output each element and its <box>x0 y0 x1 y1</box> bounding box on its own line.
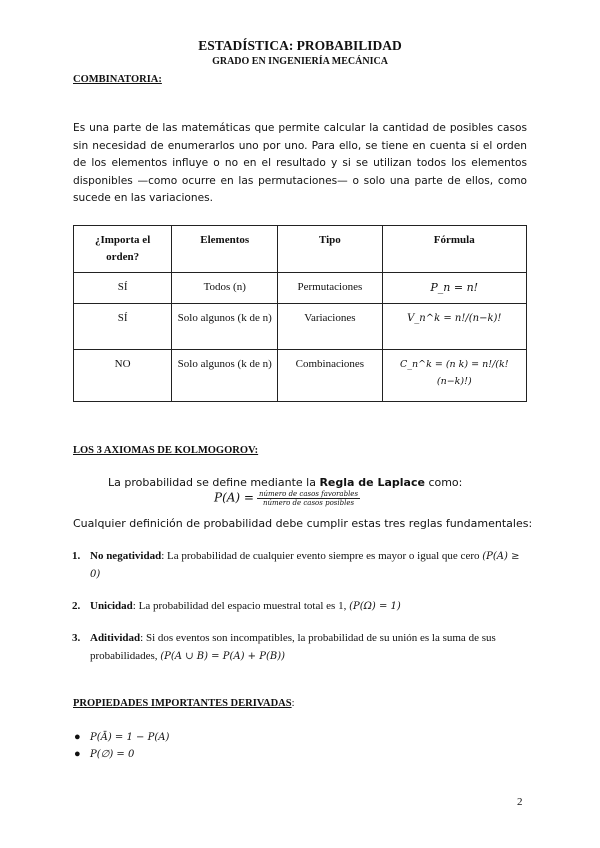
formula-text: V_n^k = n!/(n−k)! <box>407 313 502 324</box>
table-cell: Permutaciones <box>278 273 382 304</box>
bullet-icon: ● <box>74 748 81 760</box>
table-cell: Variaciones <box>278 304 382 350</box>
laplace-intro-text: La probabilidad se define mediante la <box>108 476 316 489</box>
table-header-row <box>74 226 527 273</box>
table-row <box>74 304 527 350</box>
axiom-name: No negatividad <box>90 550 162 562</box>
laplace-intro <box>108 476 462 489</box>
bullet-icon: ● <box>74 731 81 743</box>
propiedades-heading-text: PROPIEDADES IMPORTANTES DERIVADAS <box>73 698 292 709</box>
formula-combinaciones <box>382 350 526 402</box>
laplace-numerator: número de casos favorables <box>258 490 359 498</box>
section-heading-combinatoria: COMBINATORIA: <box>73 74 162 85</box>
axiom-number: 3. <box>72 632 81 644</box>
table-row <box>74 273 527 304</box>
property-text: P(∅) = 0 <box>90 749 135 760</box>
laplace-lhs: P(A) = <box>214 490 254 505</box>
axiom-text: : Si dos eventos son incompatibles, la probabilidad de su unión es la suma de sus probabilidades, <box>90 632 496 662</box>
laplace-formula <box>214 490 360 507</box>
axiom-number: 1. <box>72 550 81 562</box>
table-cell: Combinaciones <box>278 350 382 402</box>
axiom-number: 2. <box>72 600 81 612</box>
laplace-fraction <box>257 490 360 507</box>
axiom-text: : La probabilidad de cualquier evento siempre es mayor o igual que cero <box>161 550 483 562</box>
table-header: ¿Importa el orden? <box>74 226 172 273</box>
axiom-item <box>72 548 527 583</box>
list-item <box>74 731 170 743</box>
laplace-rule-name: Regla de Laplace <box>319 476 425 489</box>
propiedades-heading-colon: : <box>291 698 295 709</box>
table-cell: Todos (n) <box>172 273 278 304</box>
page-title: ESTADÍSTICA: PROBABILIDAD <box>198 38 402 53</box>
laplace-intro-end: como: <box>428 476 463 489</box>
axiom-item <box>72 598 527 616</box>
table-header: Tipo <box>278 226 382 273</box>
combinatoria-paragraph: Es una parte de las matemáticas que permite calcular la cantidad de posibles casos sin necesidad de enumerarlos uno por uno. Para ello, se tiene en cuenta si el orden de los elementos influye o no en el resultado y si se utilizan todos los elementos disponibles —como ocurre en las permutaciones— o solo una parte de ellos, como sucede en las variaciones. <box>73 122 527 204</box>
formula-variaciones <box>382 304 526 350</box>
page-subtitle: GRADO EN INGENIERÍA MECÁNICA <box>212 56 388 67</box>
laplace-denominator: número de casos posibles <box>262 499 355 507</box>
axiom-math: (P(Ω) = 1) <box>349 601 401 612</box>
axiom-text: : La probabilidad del espacio muestral total es 1, <box>132 600 350 612</box>
table-cell: SÍ <box>74 273 172 304</box>
rules-intro: Cualquier definición de probabilidad debe cumplir estas tres reglas fundamentales: <box>73 517 533 530</box>
page-number: 2 <box>517 796 523 808</box>
formula-text: P_n = n! <box>430 281 479 294</box>
table-row <box>74 350 527 402</box>
axiom-name: Unicidad <box>90 600 133 612</box>
axiom-name: Aditividad <box>90 632 141 644</box>
table-header: Elementos <box>172 226 278 273</box>
axiom-math: (P(A) ≥ 0) <box>90 551 520 580</box>
axiom-math: (P(A ∪ B) = P(A) + P(B)) <box>160 650 286 662</box>
formula-permutaciones <box>382 273 526 304</box>
table-header: Fórmula <box>382 226 526 273</box>
property-text: P(Ā) = 1 − P(A) <box>90 732 170 743</box>
section-heading-kolmogorov: LOS 3 AXIOMAS DE KOLMOGOROV: <box>73 445 259 456</box>
formula-text: C_n^k = (n k) = n!/(k!(n−k)!) <box>399 359 509 387</box>
list-item <box>74 748 135 760</box>
section-heading-propiedades <box>73 698 295 709</box>
axiom-item <box>72 630 527 665</box>
table-cell: NO <box>74 350 172 402</box>
table-cell: Solo algunos (k de n) <box>172 304 278 350</box>
table-cell: SÍ <box>74 304 172 350</box>
combinatoria-table <box>73 225 527 402</box>
table-cell: Solo algunos (k de n) <box>172 350 278 402</box>
